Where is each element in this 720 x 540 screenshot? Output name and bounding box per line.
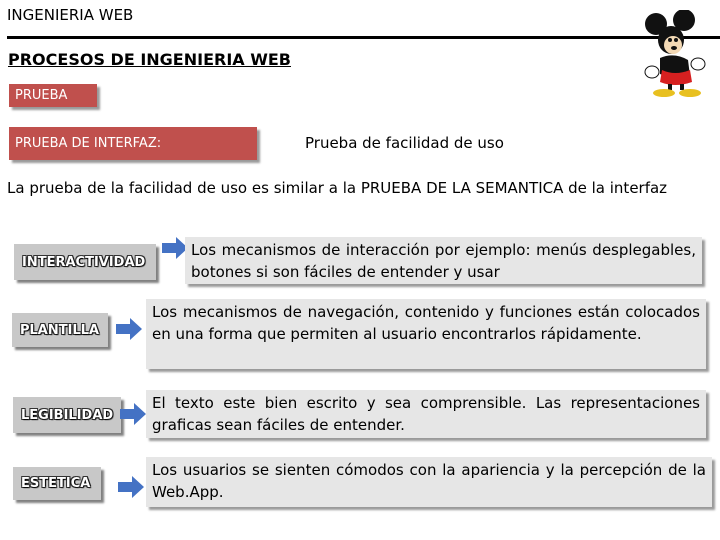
label-legibilidad: LEGIBILIDAD xyxy=(13,397,121,433)
right-arrow-icon xyxy=(118,402,148,426)
prueba-tag: PRUEBA xyxy=(9,84,97,107)
label-plantilla: PLANTILLA xyxy=(12,313,108,347)
desc-interactividad: Los mecanismos de interacción por ejemplo: menús desplegables, botones si son fáciles de entender y usar xyxy=(185,237,702,284)
desc-legibilidad: El texto este bien escrito y sea comprensible. Las representaciones graficas sean fáciles de entender. xyxy=(146,390,706,438)
section-heading: PROCESOS DE INGENIERIA WEB xyxy=(8,50,291,69)
title-divider xyxy=(7,36,720,39)
intro-paragraph: La prueba de la facilidad de uso es similar a la PRUEBA DE LA SEMANTICA de la interfaz xyxy=(7,179,668,197)
prueba-interfaz-tag: PRUEBA DE INTERFAZ: xyxy=(9,127,257,160)
mickey-mouse-icon xyxy=(638,10,718,98)
right-arrow-icon xyxy=(114,317,144,341)
page-title: INGENIERIA WEB xyxy=(7,6,134,24)
label-estetica: ESTETICA xyxy=(13,467,101,500)
right-arrow-icon xyxy=(116,475,146,499)
desc-plantilla: Los mecanismos de navegación, contenido y funciones están colocados en una forma que permiten al usuario encontrarlos rápidamente. xyxy=(146,299,706,369)
subtitle: Prueba de facilidad de uso xyxy=(305,134,504,152)
label-interactividad: INTERACTIVIDAD xyxy=(14,244,156,280)
desc-estetica: Los usuarios se sienten cómodos con la apariencia y la percepción de la Web.App. xyxy=(146,457,712,507)
